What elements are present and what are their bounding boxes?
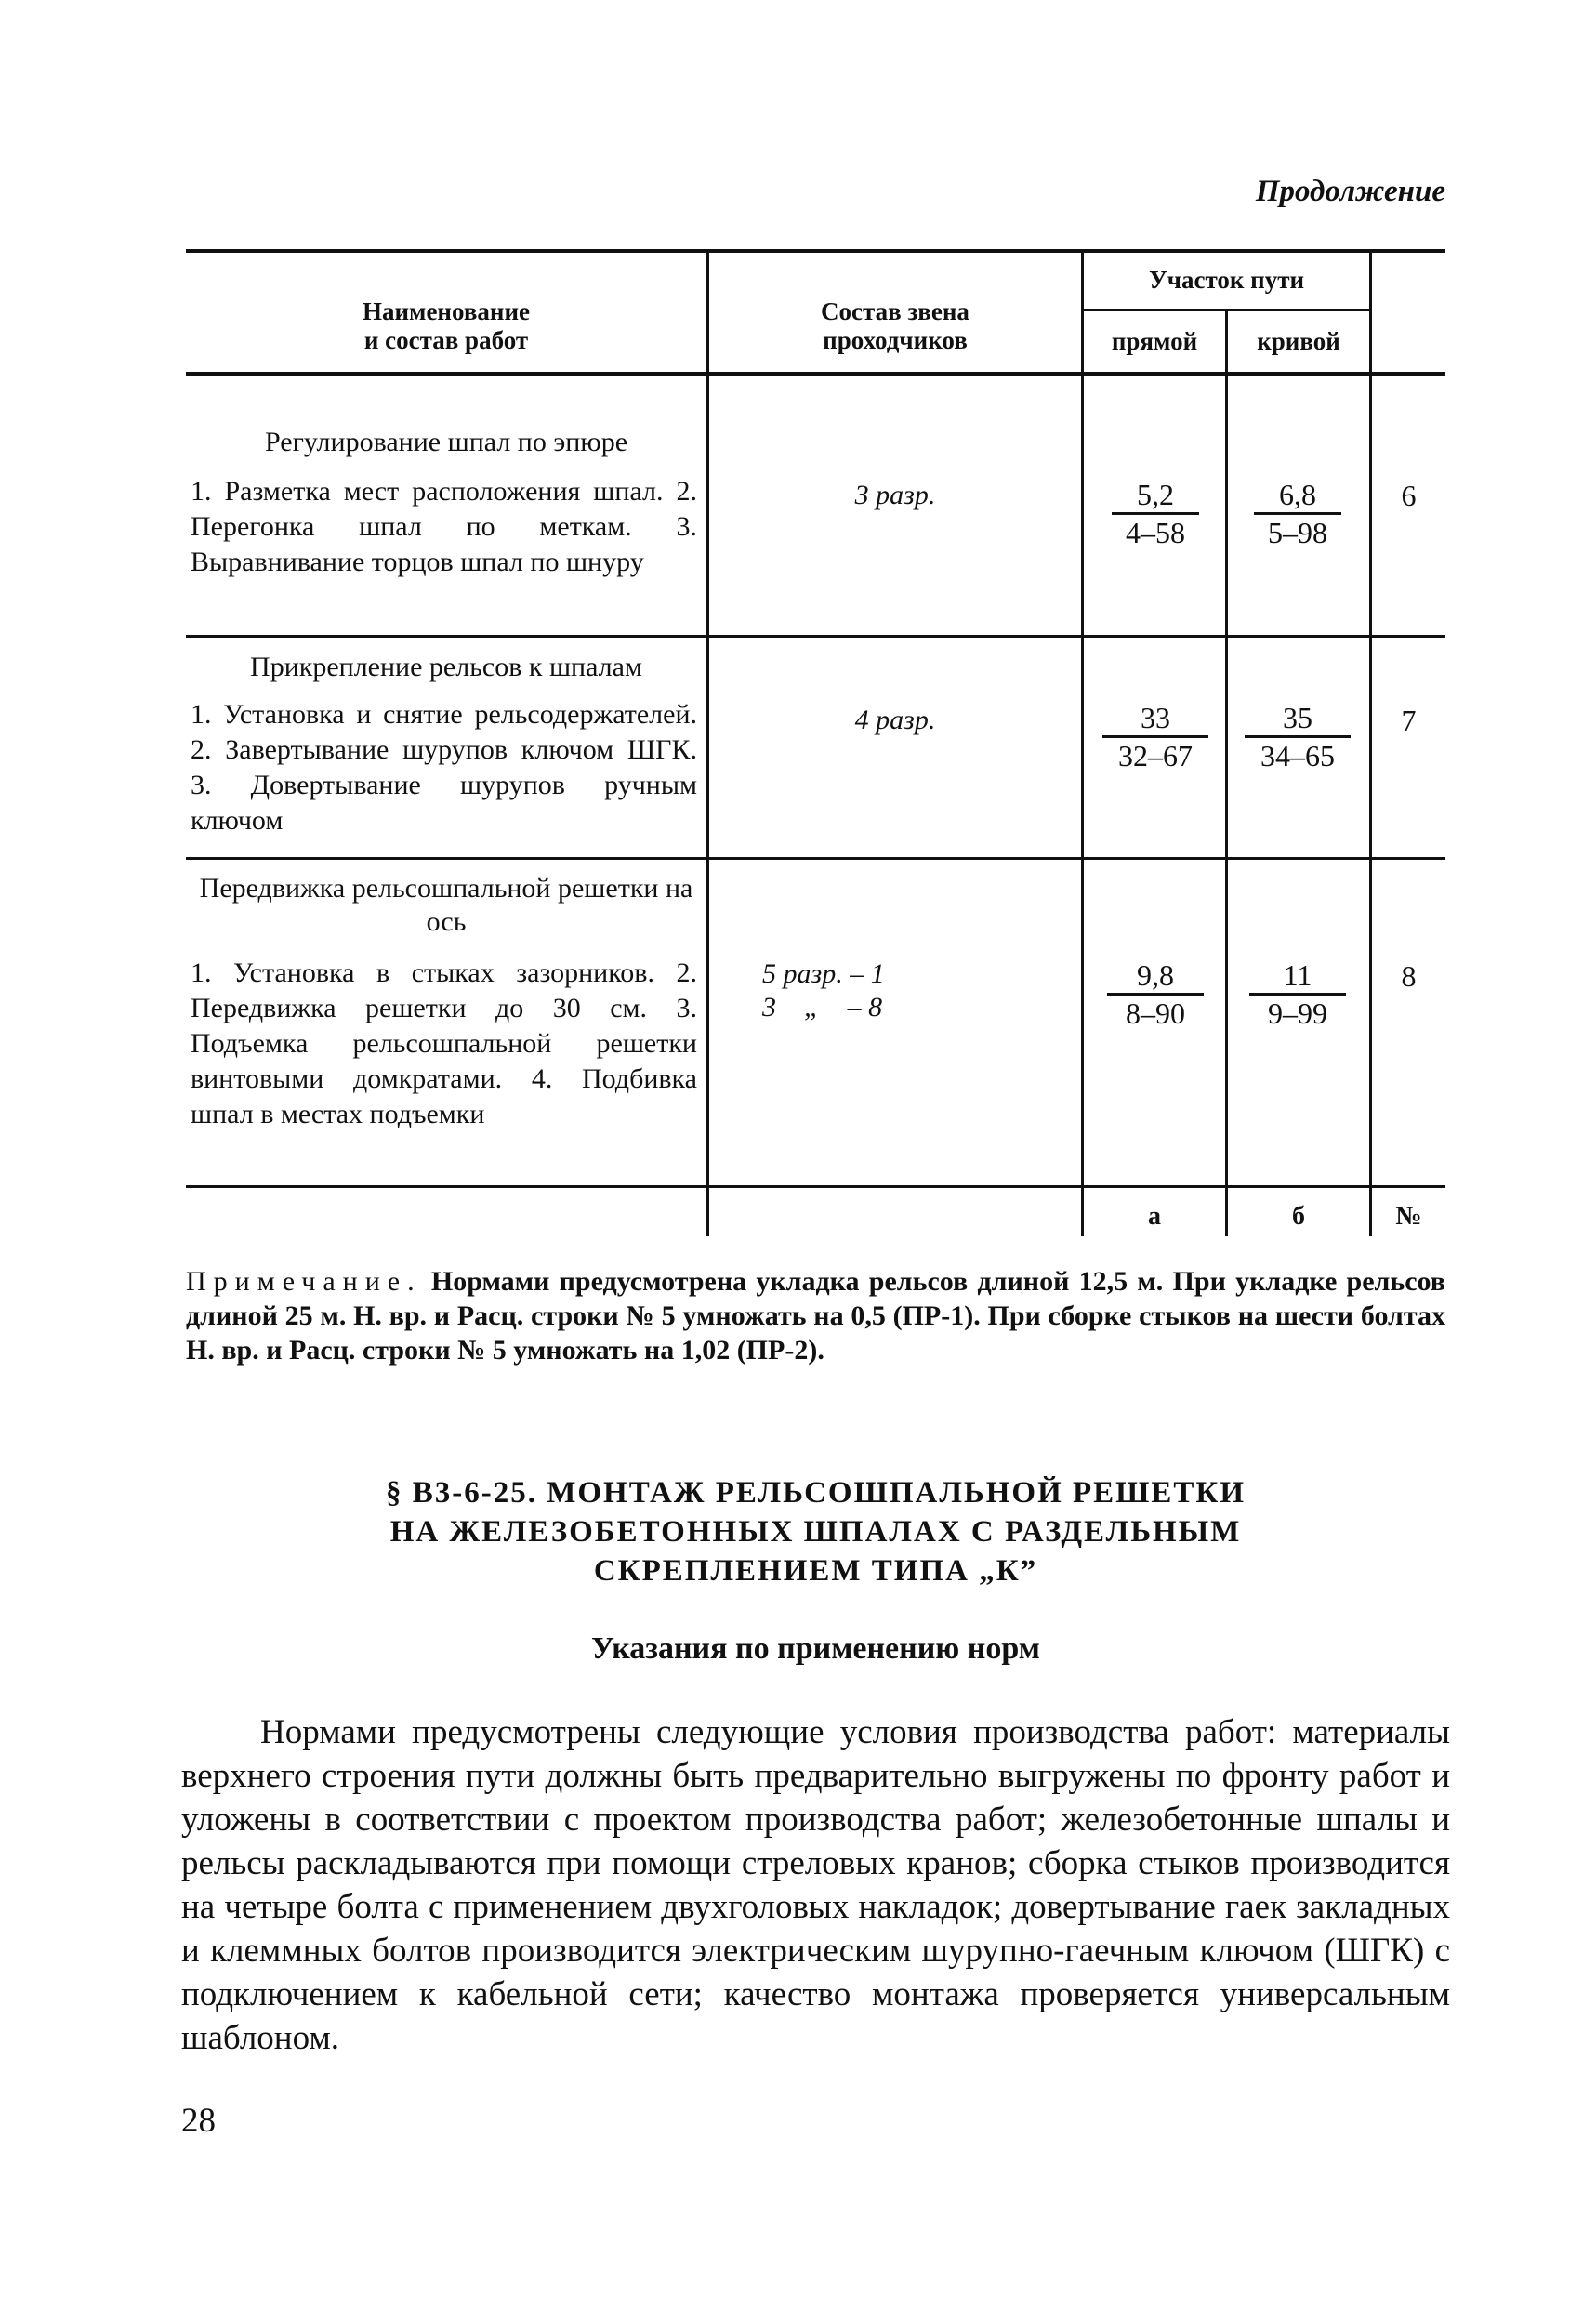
row-divider-1 [186, 635, 1445, 638]
curved-fraction: $\frac{6,8}{5-98}$ [1254, 477, 1341, 550]
note-text: Нормами предусмотрена укладка рельсов длиной 12,5 м. При укладке рельсов длиной 25 м. Н. вр. и Расц. строки № 5 умножать на 0,5 (ПР-1). При сборке стыков на шести болтах Н. вр. и Расц. строки № 5 умножать на 1,02 (ПР-2). [186, 1266, 1445, 1366]
row-divider-3 [186, 1185, 1445, 1188]
header-crew: Состав звена проходчиков [821, 297, 969, 354]
continued-label: Продолжение [1255, 175, 1445, 208]
column-key-straight: а [1148, 1202, 1161, 1231]
body-paragraph: Нормами предусмотрены следующие условия производства работ: материалы верхнего строения пути должны быть предварительно выгружены по фронту работ и уложены в соответствии с проектом производства работ; железобетонные шпалы и рельсы раскладываются при помощи стреловых кранов; сборка стыков производится на четыре болта с применением двухголовых накладок; довертывание гаек закладных и клеммных болтов производится электрическим шурупно-гаечным ключом (ШГК) с подключением к кабельной сети; качество монтажа проверяется универсальным шаблоном. [181, 1713, 1450, 2057]
row-crew: 4 разр. [854, 705, 936, 735]
row-title: Прикрепление рельсов к шпалам [250, 652, 642, 682]
straight-fraction: $\frac{33}{32-67}$ [1102, 700, 1208, 773]
page-number: 28 [181, 2102, 216, 2140]
row-divider-2 [186, 857, 1445, 860]
col-divider-4 [1369, 249, 1372, 1236]
straight-fraction: $\frac{9,8}{8-90}$ [1107, 957, 1204, 1031]
header-straight: прямой [1111, 327, 1198, 355]
curved-fraction: $\frac{11}{9-99}$ [1249, 957, 1346, 1031]
note-label: Примечание. [186, 1266, 422, 1297]
row-description: 1. Разметка мест расположения шпал. 2. Перегонка шпал по меткам. 3. Выравнивание торцов шпал по шнуру [191, 476, 697, 577]
row-description: 1. Установка в стыках зазорников. 2. Передвижка решетки до 30 см. 3. Подъемка рельсошпальной решетки винтовыми домкратами. 4. Подбивка шпал в местах подъемки [191, 957, 697, 1129]
curved-fraction: $\frac{35}{34-65}$ [1245, 700, 1351, 773]
table-top-rule [186, 249, 1445, 253]
subheading: Указания по применению норм [591, 1631, 1040, 1666]
row-crew: 5 разр. – 1 3 „ – 8 [762, 958, 885, 1023]
section-title: § В3-6-25. МОНТАЖ РЕЛЬСОШПАЛЬНОЙ РЕШЕТКИ НА ЖЕЛЕЗОБЕТОННЫХ ШПАЛАХ С РАЗДЕЛЬНЫМ СКРЕПЛЕНИЕМ ТИПА „К” [385, 1476, 1246, 1588]
header-work-name: Наименование и состав работ [363, 297, 530, 354]
header-track-section: Участок пути [1148, 266, 1305, 294]
header-curved: кривой [1257, 327, 1340, 355]
header-bottom-rule [186, 372, 1445, 376]
row-number: 8 [1401, 959, 1417, 993]
row-description: 1. Установка и снятие рельсодержателей. 2. Завертывание шурупов ключом ШГК. 3. Довертывание шурупов ручным ключом [191, 699, 697, 836]
row-title: Регулирование шпал по эпюре [264, 427, 628, 457]
row-crew: 3 разр. [854, 480, 936, 510]
column-key-curved: б [1292, 1202, 1305, 1231]
col-divider-2 [1081, 249, 1084, 1236]
row-number: 6 [1401, 479, 1417, 512]
table-note [186, 1264, 1445, 1367]
row-title: Передвижка рельсошпальной решетки на ось [199, 873, 693, 937]
col-divider-3 [1225, 309, 1228, 1236]
row-number: 7 [1401, 704, 1417, 737]
column-key-number: № [1395, 1202, 1422, 1231]
col-divider-1 [706, 249, 709, 1236]
straight-fraction: $\frac{5,2}{4-58}$ [1112, 477, 1199, 550]
